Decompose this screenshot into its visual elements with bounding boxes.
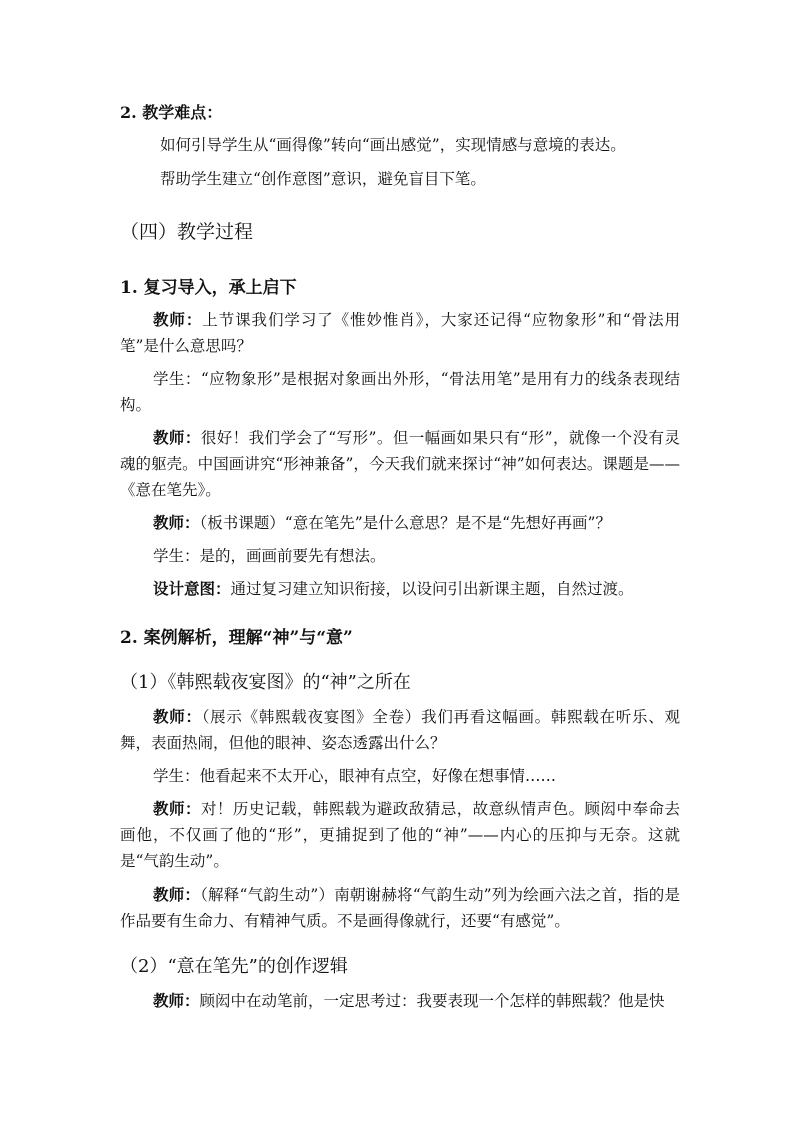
difficulty-item: 如何引导学生从“画得像”转向“画出感觉”，实现情感与意境的表达。 — [160, 136, 626, 154]
speaker-label: 学生： — [153, 370, 201, 388]
speaker-label: 设计意图： — [153, 579, 231, 598]
dialogue-text: （解释“气韵生动”）南朝谢赫将“气韵生动”列为绘画六法之首，指的是作品要有生命力、有精神气质。不是画得像就行，还要“有感觉”。 — [120, 886, 680, 930]
dialogue-text: “应物象形”是根据对象画出外形，“骨法用笔”是用有力的线条表现结构。 — [120, 370, 680, 414]
dialogue-paragraph — [120, 882, 680, 934]
speaker-label: 教师： — [153, 428, 201, 447]
difficulty-heading: 2. 教学难点： — [120, 103, 223, 122]
dialogue-text: 通过复习建立知识衔接，以设问引出新课主题，自然过渡。 — [230, 580, 634, 598]
section-heading: 1. 复习导入，承上启下 — [120, 278, 297, 298]
subsection-heading: （1）《韩熙载夜宴图》的“神”之所在 — [120, 672, 411, 693]
speaker-label: 教师： — [153, 310, 203, 329]
dialogue-paragraph — [120, 704, 680, 756]
speaker-label: 教师： — [153, 513, 200, 532]
dialogue-paragraph — [120, 763, 680, 789]
dialogue-text: 顾闳中在动笔前，一定思考过：我要表现一个怎样的韩熙载？他是快 — [199, 992, 665, 1010]
dialogue-text: 上节课我们学习了《惟妙惟肖》，大家还记得“应物象形”和“骨法用笔”是什么意思吗？ — [120, 311, 680, 355]
section-heading: 2. 案例解析，理解“神”与“意” — [120, 628, 353, 648]
subsection-heading: （2）“意在笔先”的创作逻辑 — [120, 956, 348, 977]
dialogue-paragraph — [120, 988, 680, 1014]
dialogue-paragraph — [120, 510, 680, 536]
speaker-label: 教师： — [153, 799, 201, 818]
speaker-label: 教师： — [153, 991, 200, 1010]
dialogue-text: 对！历史记载，韩熙载为避政敌猜忌，故意纵情声色。顾闳中奉命去画他，不仅画了他的“形”，更捕捉到了他的“神”——内心的压抑与无奈。这就是“气韵生动”。 — [120, 800, 680, 870]
process-heading: （四）教学过程 — [120, 221, 254, 243]
dialogue-paragraph — [120, 366, 680, 418]
dialogue-text: （板书课题）“意在笔先”是什么意思？是不是“先想好再画”？ — [199, 514, 611, 532]
speaker-label: 学生： — [153, 547, 200, 565]
dialogue-text: 他看起来不太开心，眼神有点空，好像在想事情…… — [199, 767, 557, 785]
difficulty-item: 帮助学生建立“创作意图”意识，避免盲目下笔。 — [160, 170, 486, 188]
speaker-label: 学生： — [153, 767, 200, 785]
dialogue-text: 是的，画画前要先有想法。 — [199, 547, 386, 565]
dialogue-text: （展示《韩熙载夜宴图》全卷）我们再看这幅画。韩熙载在听乐、观舞，表面热闹，但他的眼神、姿态透露出什么？ — [120, 708, 680, 752]
dialogue-paragraph — [120, 796, 680, 874]
speaker-label: 教师： — [153, 707, 202, 726]
speaker-label: 教师： — [153, 885, 201, 904]
dialogue-paragraph — [120, 425, 680, 503]
dialogue-paragraph — [120, 307, 680, 359]
dialogue-text: 很好！我们学会了“写形”。但一幅画如果只有“形”，就像一个没有灵魂的躯壳。中国画讲究“形神兼备”，今天我们就来探讨“神”如何表达。课题是——《意在笔先》。 — [120, 429, 680, 499]
dialogue-paragraph — [120, 576, 680, 602]
dialogue-paragraph — [120, 543, 680, 569]
